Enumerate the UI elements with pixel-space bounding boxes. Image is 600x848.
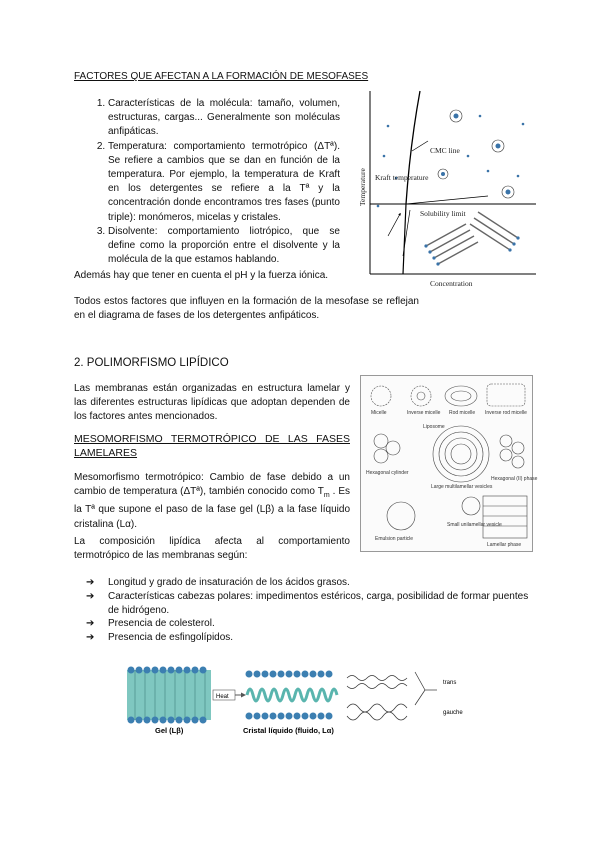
list-item-text: Presencia de colesterol. [108,618,215,630]
structure-label: Micelle [371,410,387,416]
lipid-structures-svg [361,376,538,551]
list-item: 1. Características de la molécula: tamaño, volumen, estructuras, cargas... Generalmente son moléculas anfipáticas. [108,97,340,140]
structure-label: Emulsion particle [375,536,414,542]
y-axis-label: Temperature [358,168,367,206]
structure-label: Hexagonal (II) phase [491,476,538,482]
subtitle-mesomorfismo: MESOMORFISMO TERMOTRÓPICO DE LAS FASES LAMELARES [74,433,350,459]
definition-text: Mesomorfismo termotrópico: Cambio de fase debido a un cambio de temperatura (ΔTª), también conocido como T [74,472,350,498]
ph-note: Además hay que tener en cuenta el pH y la fuerza iónica. [74,270,329,281]
gauche-label: gauche [443,710,463,716]
structure-label: Inverse micelle [407,410,441,416]
fluid-label: Cristal líquido (fluido, Lα) [243,726,334,735]
gel-fluid-svg [125,660,475,738]
solubility-label: Solubility limit [420,209,466,218]
intro-paragraph: Las membranas están organizadas en estructura lamelar y las diferentes estructuras lipídicas que adoptan dependen de los factores antes mencionados. [74,383,350,423]
list-item-text: Presencia de esfingolípidos. [108,632,234,644]
kraft-label: Kraft temperature [375,173,429,182]
factors-bullet-list [78,576,530,645]
section-title-polimorfismo: 2. POLIMORFISMO LIPÍDICO [74,357,229,369]
cmc-label: CMC line [430,146,460,155]
summary-paragraph: Todos estos factores que influyen en la formación de la mesofase se reflejan en el diagrama de fases de los detergentes anfipáticos. [74,296,419,322]
arrow-icon: ➔ [86,577,95,588]
gel-label: Gel (Lβ) [155,726,184,735]
list-item-text: Características cabezas polares: impedimentos estéricos, carga, posibilidad de formar puentes de hidrógeno. [108,590,529,616]
structure-label: Rod micelle [449,410,476,416]
arrow-icon: ➔ [86,590,95,602]
composition-paragraph: La composición lipídica afecta al comportamiento termotrópico de las membranas según: [74,536,350,562]
list-item [78,576,530,590]
lipid-structures-figure [360,375,538,552]
list-item-text: Longitud y grado de insaturación de los ácidos grasos. [108,577,350,588]
factors-list [72,97,340,267]
structure-label: Lamellar phase [487,542,522,548]
phase-diagram-figure [348,86,538,290]
definition-paragraph [74,471,350,532]
arrow-icon: ➔ [86,618,95,630]
list-item: 3. Disolvente: comportamiento liotrópico, que se define como la proporción entre el disolvente y la molécula de la que estamos hablando. [108,225,340,268]
gel-fluid-figure [125,660,475,738]
section-title-factores: FACTORES QUE AFECTAN A LA FORMACIÓN DE MESOFASES [74,71,369,82]
structure-label: Large multilamellar vesicles [431,484,493,490]
phase-diagram-svg [348,86,538,290]
arrow-icon: ➔ [86,632,95,644]
structure-label: Liposome [423,424,445,430]
heat-label: Heat [216,694,229,700]
list-item: 2. Temperatura: comportamiento termotrópico (ΔTª). Se refiere a cambios que se dan en función de la temperatura. Por ejemplo, la temperatura de Kraft en los detergentes se refiere a la Tª y la concentración donde encontramos tres fases (punto triple): monómeros, micelas y cristales. [108,140,340,225]
structure-label: Small unilamellar vesicle [447,522,502,528]
x-axis-label: Concentration [430,279,473,288]
definition-text-end: . Es la Tª que supone el paso de la fase gel (Lβ) a la fase líquido cristalina (Lα). [74,486,350,530]
structure-label: Inverse rod micelle [485,410,527,416]
list-item [78,590,530,618]
structure-label: Hexagonal cylinder [366,470,409,476]
list-item [78,631,530,645]
list-item [78,617,530,631]
trans-label: trans [443,680,457,686]
definition-subscript: m [323,492,330,500]
